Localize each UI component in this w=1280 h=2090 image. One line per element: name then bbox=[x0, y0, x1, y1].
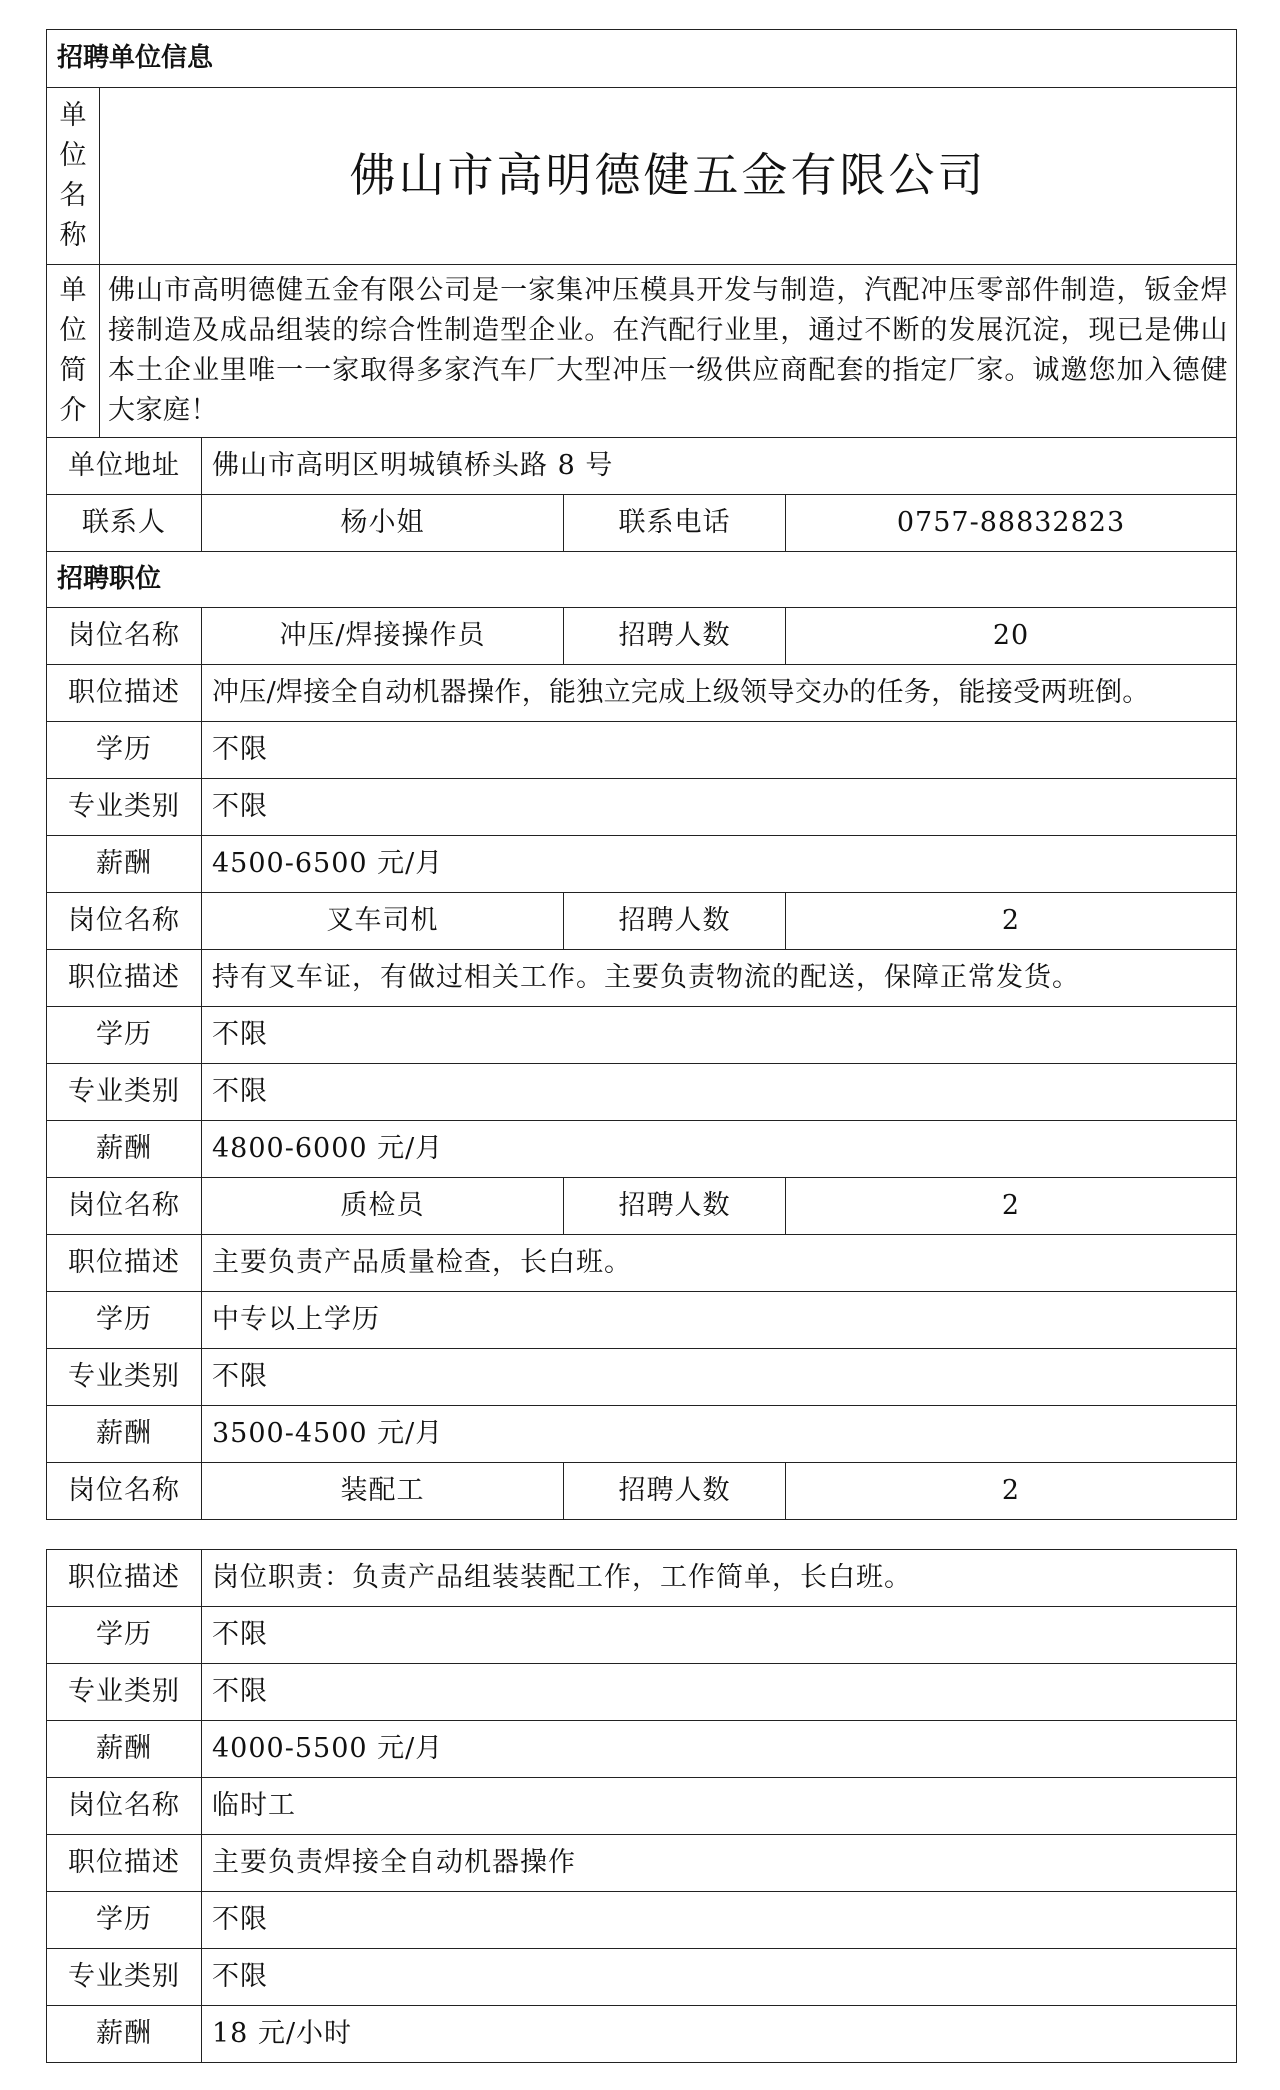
job-major: 不限 bbox=[202, 1064, 1237, 1121]
job-edu-label: 学历 bbox=[47, 722, 202, 779]
job-major-row bbox=[47, 779, 1237, 836]
positions-section-heading: 招聘职位 bbox=[47, 552, 1237, 608]
job-desc-row bbox=[47, 1235, 1237, 1292]
contact-value: 杨小姐 bbox=[202, 495, 564, 552]
recruitment-table-part1 bbox=[46, 29, 1237, 1520]
job-desc-label: 职位描述 bbox=[47, 950, 202, 1007]
job-edu: 不限 bbox=[202, 1892, 1237, 1949]
job-desc-row bbox=[47, 1550, 1237, 1607]
company-intro-label: 单 位 简 介 bbox=[47, 265, 100, 437]
job-desc-row bbox=[47, 950, 1237, 1007]
job-count-label: 招聘人数 bbox=[564, 893, 786, 950]
job-salary-row bbox=[47, 1721, 1237, 1778]
job-major-label: 专业类别 bbox=[47, 779, 202, 836]
job-edu-row bbox=[47, 1007, 1237, 1064]
job-desc-row bbox=[47, 665, 1237, 722]
job-title-row bbox=[47, 1778, 1237, 1835]
address-row bbox=[47, 438, 1237, 495]
job-count-label: 招聘人数 bbox=[564, 1463, 786, 1520]
job-desc-label: 职位描述 bbox=[47, 1550, 202, 1607]
job-desc: 持有叉车证，有做过相关工作。主要负责物流的配送，保障正常发货。 bbox=[202, 950, 1237, 1007]
job-count: 2 bbox=[786, 1463, 1237, 1520]
job-desc-row bbox=[47, 1835, 1237, 1892]
job-major: 不限 bbox=[202, 1349, 1237, 1406]
job-major-label: 专业类别 bbox=[47, 1664, 202, 1721]
job-desc-label: 职位描述 bbox=[47, 1835, 202, 1892]
phone-label: 联系电话 bbox=[564, 495, 786, 552]
job-desc: 主要负责焊接全自动机器操作 bbox=[202, 1835, 1237, 1892]
job-salary: 4800-6000 元/月 bbox=[202, 1121, 1237, 1178]
job-edu: 中专以上学历 bbox=[202, 1292, 1237, 1349]
job-major-row bbox=[47, 1349, 1237, 1406]
job-title-label: 岗位名称 bbox=[47, 608, 202, 665]
job-edu-row bbox=[47, 722, 1237, 779]
job-salary-row bbox=[47, 836, 1237, 893]
job-desc: 岗位职责：负责产品组装装配工作，工作简单，长白班。 bbox=[202, 1550, 1237, 1607]
job-edu-label: 学历 bbox=[47, 1292, 202, 1349]
job-desc: 主要负责产品质量检查，长白班。 bbox=[202, 1235, 1237, 1292]
job-desc-label: 职位描述 bbox=[47, 1235, 202, 1292]
job-title-row bbox=[47, 1178, 1237, 1235]
job-desc: 冲压/焊接全自动机器操作，能独立完成上级领导交办的任务，能接受两班倒。 bbox=[202, 665, 1237, 722]
job-salary-row bbox=[47, 1121, 1237, 1178]
recruitment-table-part2 bbox=[46, 1549, 1237, 2063]
job-count-label: 招聘人数 bbox=[564, 608, 786, 665]
job-salary-row bbox=[47, 1406, 1237, 1463]
job-edu-label: 学历 bbox=[47, 1007, 202, 1064]
job-edu-row bbox=[47, 1292, 1237, 1349]
company-intro-row bbox=[47, 265, 1237, 438]
company-name-row bbox=[47, 88, 1237, 265]
job-salary-label: 薪酬 bbox=[47, 2006, 202, 2063]
contact-label: 联系人 bbox=[47, 495, 202, 552]
phone-value: 0757-88832823 bbox=[786, 495, 1237, 552]
job-salary: 4000-5500 元/月 bbox=[202, 1721, 1237, 1778]
job-edu-label: 学历 bbox=[47, 1607, 202, 1664]
job-edu: 不限 bbox=[202, 722, 1237, 779]
job-count-label: 招聘人数 bbox=[564, 1178, 786, 1235]
company-section-header-row bbox=[47, 30, 1237, 88]
job-major-label: 专业类别 bbox=[47, 1349, 202, 1406]
job-major-label: 专业类别 bbox=[47, 1064, 202, 1121]
job-title: 临时工 bbox=[202, 1778, 1237, 1835]
company-name: 佛山市高明德健五金有限公司 bbox=[349, 148, 987, 203]
job-count: 2 bbox=[786, 1178, 1237, 1235]
job-salary-row bbox=[47, 2006, 1237, 2063]
job-title: 冲压/焊接操作员 bbox=[202, 608, 564, 665]
job-title: 叉车司机 bbox=[202, 893, 564, 950]
company-intro-text: 佛山市高明德健五金有限公司是一家集冲压模具开发与制造，汽配冲压零部件制造，钣金焊接制造及成品组装的综合性制造型企业。在汽配行业里，通过不断的发展沉淀，现已是佛山本土企业里唯一一家取得多家汽车厂大型冲压一级供应商配套的指定厂家。诚邀您加入德健大家庭！ bbox=[108, 275, 1229, 426]
job-edu-row bbox=[47, 1607, 1237, 1664]
address-value: 佛山市高明区明城镇桥头路 8 号 bbox=[202, 438, 1237, 495]
job-edu-row bbox=[47, 1892, 1237, 1949]
job-salary: 4500-6500 元/月 bbox=[202, 836, 1237, 893]
job-count: 20 bbox=[786, 608, 1237, 665]
job-salary: 3500-4500 元/月 bbox=[202, 1406, 1237, 1463]
job-salary-label: 薪酬 bbox=[47, 1406, 202, 1463]
job-edu-label: 学历 bbox=[47, 1892, 202, 1949]
job-major: 不限 bbox=[202, 1949, 1237, 2006]
address-label: 单位地址 bbox=[47, 438, 202, 495]
company-section-heading: 招聘单位信息 bbox=[47, 30, 1237, 88]
job-count: 2 bbox=[786, 893, 1237, 950]
job-salary-label: 薪酬 bbox=[47, 836, 202, 893]
company-name-label: 单 位 名 称 bbox=[47, 88, 100, 264]
job-title-row bbox=[47, 1463, 1237, 1520]
job-salary-label: 薪酬 bbox=[47, 1121, 202, 1178]
job-title-label: 岗位名称 bbox=[47, 1778, 202, 1835]
job-title-label: 岗位名称 bbox=[47, 1463, 202, 1520]
job-major: 不限 bbox=[202, 1664, 1237, 1721]
job-title: 质检员 bbox=[202, 1178, 564, 1235]
job-salary: 18 元/小时 bbox=[202, 2006, 1237, 2063]
job-major-label: 专业类别 bbox=[47, 1949, 202, 2006]
job-title: 装配工 bbox=[202, 1463, 564, 1520]
job-edu: 不限 bbox=[202, 1007, 1237, 1064]
job-major-row bbox=[47, 1064, 1237, 1121]
job-title-row bbox=[47, 608, 1237, 665]
positions-section-header-row bbox=[47, 552, 1237, 608]
job-major-row bbox=[47, 1664, 1237, 1721]
job-desc-label: 职位描述 bbox=[47, 665, 202, 722]
job-title-label: 岗位名称 bbox=[47, 893, 202, 950]
job-major: 不限 bbox=[202, 779, 1237, 836]
job-title-label: 岗位名称 bbox=[47, 1178, 202, 1235]
job-title-row bbox=[47, 893, 1237, 950]
contact-row bbox=[47, 495, 1237, 552]
job-edu: 不限 bbox=[202, 1607, 1237, 1664]
job-salary-label: 薪酬 bbox=[47, 1721, 202, 1778]
job-major-row bbox=[47, 1949, 1237, 2006]
